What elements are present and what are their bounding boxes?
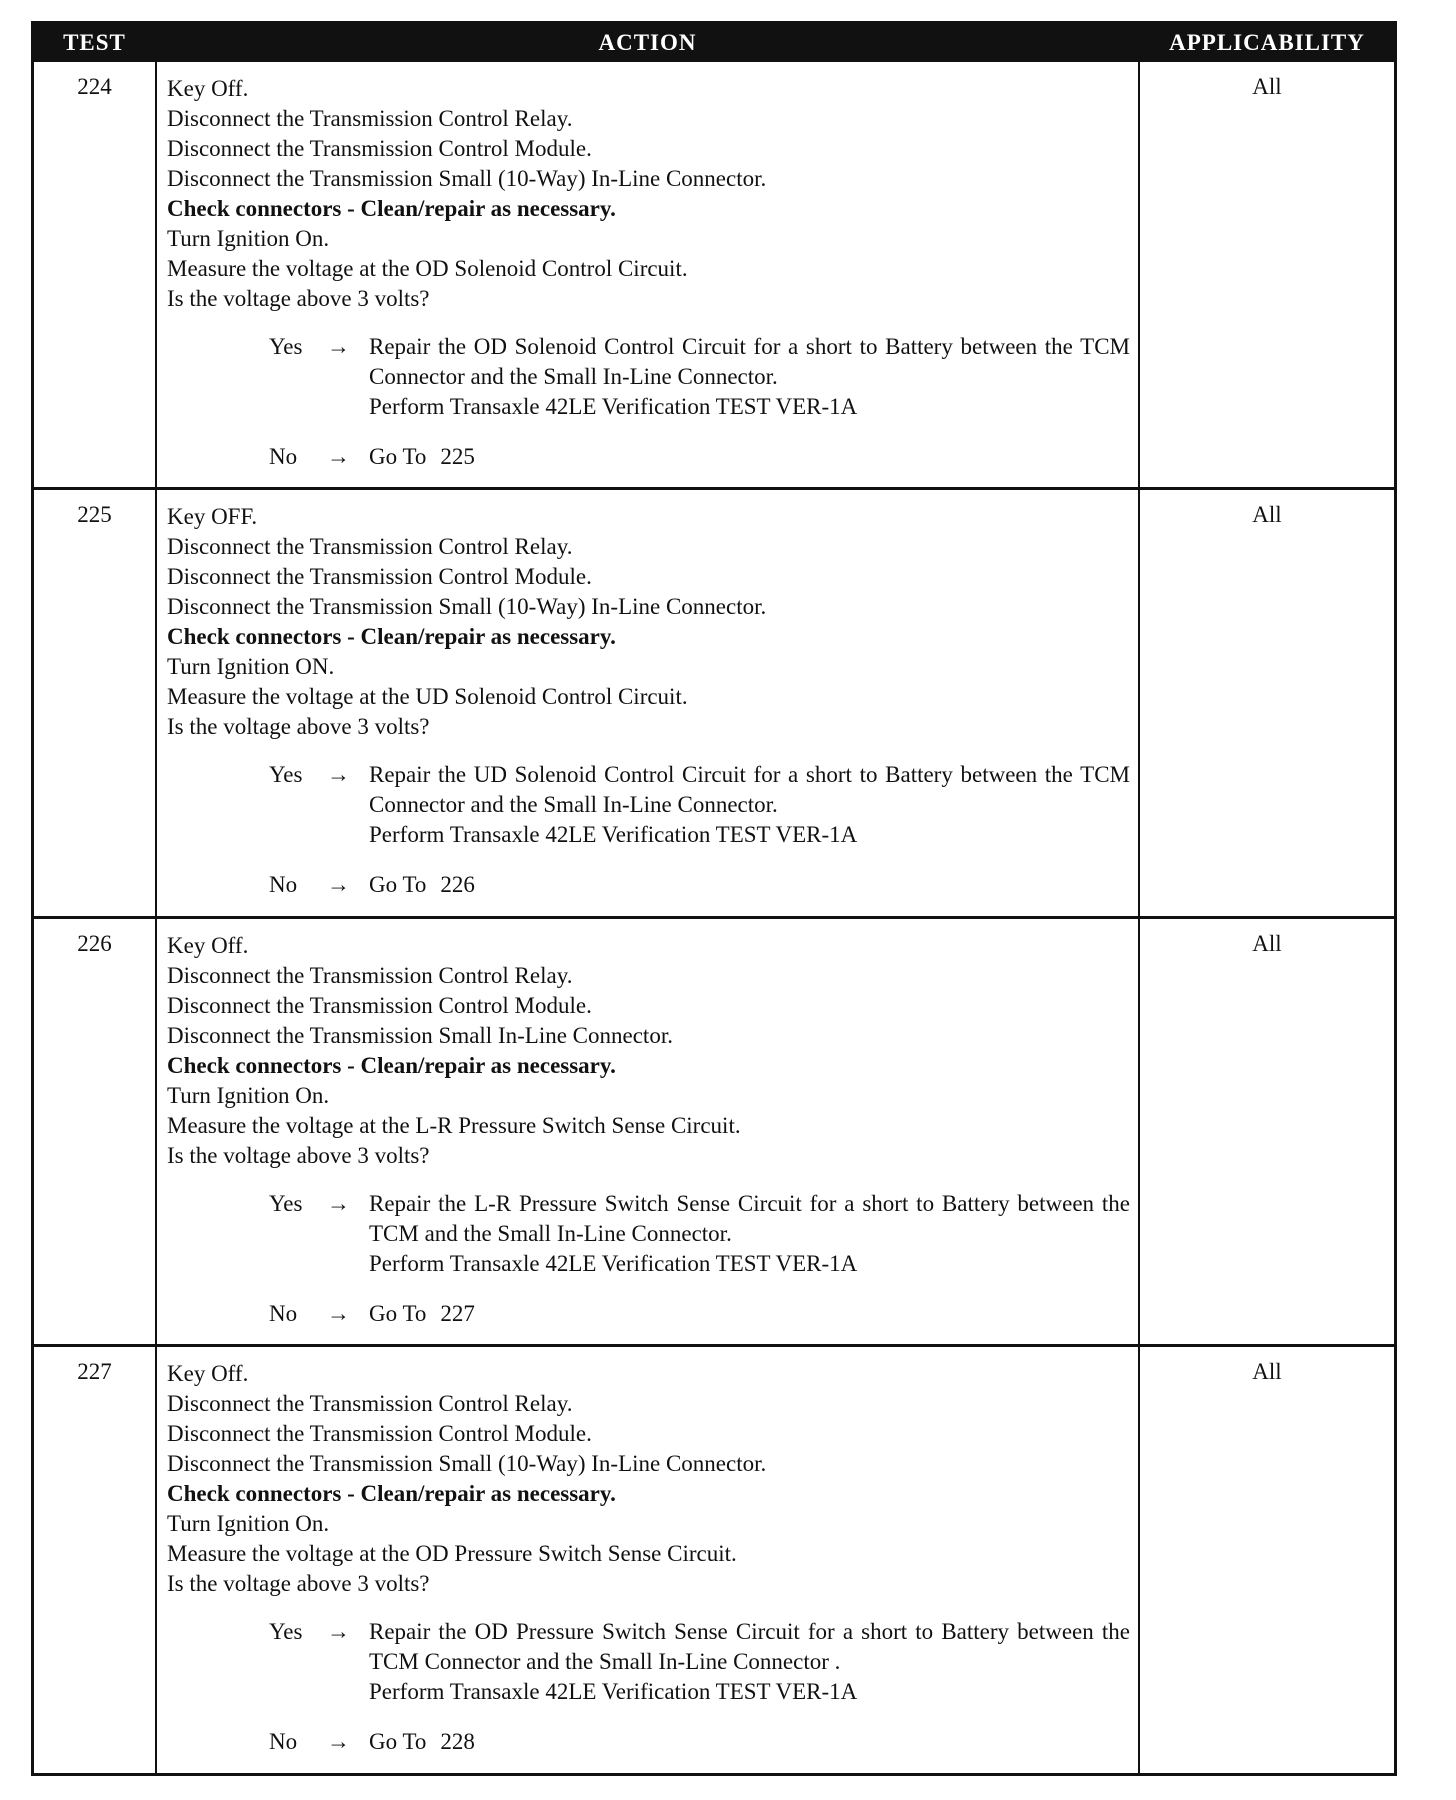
yes-verification-text: Perform Transaxle 42LE Verification TEST VER-1A — [369, 822, 858, 848]
yes-branch — [269, 1189, 1130, 1279]
table-row — [33, 1346, 1396, 1775]
step-instruction: Key Off. — [167, 932, 249, 958]
yes-result — [369, 332, 1130, 422]
action-cell — [156, 1346, 1139, 1775]
step-instruction: Key OFF. — [167, 504, 258, 530]
header-action: ACTION — [156, 23, 1139, 63]
step-instruction: Disconnect the Transmission Control Module. — [167, 1421, 592, 1447]
step-check-connectors: Check connectors - Clean/repair as necessary. — [167, 624, 616, 650]
step-question: Is the voltage above 3 volts? — [167, 1142, 430, 1168]
table-header-row — [33, 23, 1396, 63]
step-instruction: Measure the voltage at the OD Solenoid Control Circuit. — [167, 256, 688, 281]
step-instruction: Turn Ignition On. — [167, 226, 330, 251]
step-check-connectors: Check connectors - Clean/repair as necessary. — [167, 196, 616, 221]
yes-result — [369, 760, 1130, 850]
no-branch — [269, 1727, 1130, 1757]
yes-label: Yes — [269, 762, 303, 788]
yes-repair-text: Repair the UD Solenoid Control Circuit for a short to Battery between the TCM Connector and the Small In-Line Connector. — [369, 762, 1130, 818]
no-result — [369, 442, 1130, 472]
goto-label: Go To — [369, 1729, 427, 1755]
table-row — [33, 489, 1396, 918]
goto-label: Go To — [369, 444, 427, 469]
step-question: Is the voltage above 3 volts? — [167, 286, 430, 311]
yes-verification-text: Perform Transaxle 42LE Verification TEST VER-1A — [369, 394, 858, 419]
right-arrow-icon: → — [327, 1729, 350, 1755]
yes-branch — [269, 1617, 1130, 1707]
step-instruction: Measure the voltage at the OD Pressure Switch Sense Circuit. — [167, 1541, 737, 1567]
yes-repair-text: Repair the OD Pressure Switch Sense Circuit for a short to Battery between the TCM Connector and the Small In-Line Connector . — [369, 1619, 1130, 1675]
table-row — [33, 917, 1396, 1346]
applicability-value: All — [1139, 1346, 1396, 1775]
step-instruction: Disconnect the Transmission Control Relay. — [167, 534, 573, 560]
goto-target: 225 — [440, 444, 475, 469]
no-branch — [269, 1299, 1130, 1329]
goto-target: 226 — [440, 872, 475, 898]
yes-branch — [269, 332, 1130, 422]
yes-verification-text: Perform Transaxle 42LE Verification TEST VER-1A — [369, 1679, 858, 1705]
step-question: Is the voltage above 3 volts? — [167, 1571, 430, 1597]
step-instruction: Turn Ignition ON. — [167, 654, 335, 680]
step-instruction: Turn Ignition On. — [167, 1511, 330, 1537]
step-instruction: Disconnect the Transmission Control Relay. — [167, 106, 573, 131]
yes-repair-text: Repair the L-R Pressure Switch Sense Circuit for a short to Battery between the TCM and the Small In-Line Connector. — [369, 1190, 1130, 1246]
yes-result — [369, 1189, 1130, 1279]
applicability-value: All — [1139, 62, 1396, 489]
step-instruction: Disconnect the Transmission Control Module. — [167, 564, 592, 590]
right-arrow-icon: → — [327, 334, 350, 359]
step-instruction: Measure the voltage at the L-R Pressure Switch Sense Circuit. — [167, 1112, 741, 1138]
step-instruction: Disconnect the Transmission Control Relay. — [167, 1391, 573, 1417]
no-branch — [269, 870, 1130, 900]
no-result — [369, 1299, 1130, 1329]
right-arrow-icon: → — [327, 1300, 350, 1326]
step-question: Is the voltage above 3 volts? — [167, 714, 430, 740]
step-instruction: Disconnect the Transmission Control Module. — [167, 136, 592, 161]
step-instruction: Key Off. — [167, 1361, 249, 1387]
step-instruction: Measure the voltage at the UD Solenoid Control Circuit. — [167, 684, 688, 710]
yes-branch — [269, 760, 1130, 850]
header-applicability: APPLICABILITY — [1139, 23, 1396, 63]
action-cell — [156, 489, 1139, 918]
right-arrow-icon: → — [327, 444, 350, 469]
test-number: 224 — [33, 62, 157, 489]
applicability-value: All — [1139, 489, 1396, 918]
step-instruction: Disconnect the Transmission Small (10-Way) In-Line Connector. — [167, 594, 767, 620]
step-instruction: Disconnect the Transmission Small (10-Way) In-Line Connector. — [167, 166, 767, 191]
step-instruction: Turn Ignition On. — [167, 1082, 330, 1108]
goto-label: Go To — [369, 872, 427, 898]
step-instruction: Disconnect the Transmission Control Relay. — [167, 962, 573, 988]
action-cell — [156, 62, 1139, 489]
test-number: 226 — [33, 917, 157, 1346]
no-label: No — [269, 1300, 298, 1326]
no-result — [369, 870, 1130, 900]
yes-label: Yes — [269, 1190, 303, 1216]
no-result — [369, 1727, 1130, 1757]
no-label: No — [269, 872, 298, 898]
yes-label: Yes — [269, 334, 303, 359]
yes-repair-text: Repair the OD Solenoid Control Circuit for a short to Battery between the TCM Connector and the Small In-Line Connector. — [369, 334, 1130, 389]
table-row — [33, 62, 1396, 489]
goto-target: 227 — [440, 1300, 475, 1326]
diagnostic-test-table — [31, 21, 1397, 1776]
step-check-connectors: Check connectors - Clean/repair as necessary. — [167, 1052, 616, 1078]
no-label: No — [269, 444, 298, 469]
step-instruction: Key Off. — [167, 76, 249, 101]
right-arrow-icon: → — [327, 762, 350, 788]
step-instruction: Disconnect the Transmission Control Module. — [167, 992, 592, 1018]
header-test: TEST — [33, 23, 157, 63]
action-cell — [156, 917, 1139, 1346]
test-number: 227 — [33, 1346, 157, 1775]
no-label: No — [269, 1729, 298, 1755]
yes-label: Yes — [269, 1619, 303, 1645]
step-check-connectors: Check connectors - Clean/repair as necessary. — [167, 1481, 616, 1507]
step-instruction: Disconnect the Transmission Small In-Line Connector. — [167, 1022, 673, 1048]
yes-result — [369, 1617, 1130, 1707]
table-body — [33, 62, 1396, 1775]
right-arrow-icon: → — [327, 1190, 350, 1216]
applicability-value: All — [1139, 917, 1396, 1346]
right-arrow-icon: → — [327, 872, 350, 898]
no-branch — [269, 442, 1130, 472]
yes-verification-text: Perform Transaxle 42LE Verification TEST VER-1A — [369, 1250, 858, 1276]
test-number: 225 — [33, 489, 157, 918]
right-arrow-icon: → — [327, 1619, 350, 1645]
goto-target: 228 — [440, 1729, 475, 1755]
step-instruction: Disconnect the Transmission Small (10-Way) In-Line Connector. — [167, 1451, 767, 1477]
goto-label: Go To — [369, 1300, 427, 1326]
